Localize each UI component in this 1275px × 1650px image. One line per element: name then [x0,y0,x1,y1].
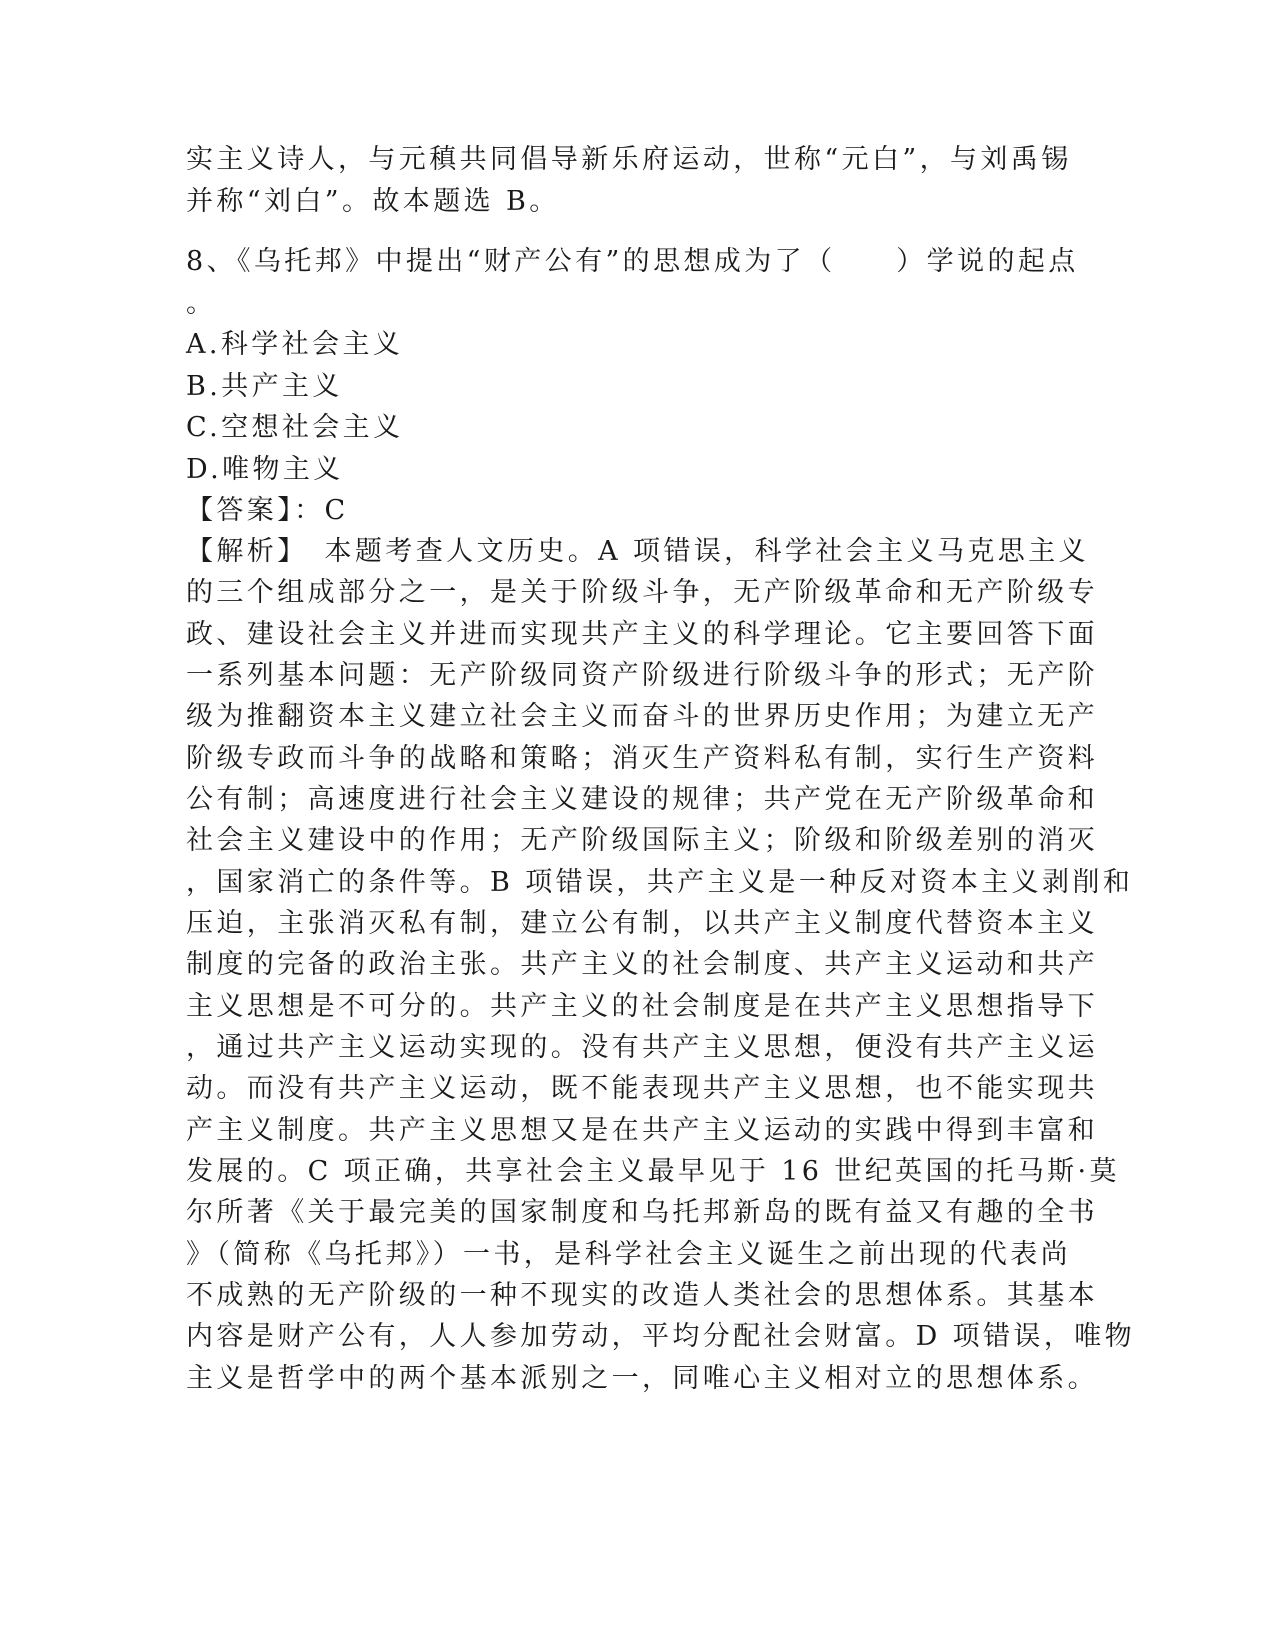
analysis-line: 产主义制度。共产主义思想又是在共产主义运动的实践中得到丰富和 [186,1115,1098,1146]
question-stem-continuation: 。 [186,288,217,319]
analysis-line: 主义是哲学中的两个基本派别之一，同唯心主义相对立的思想体系。 [186,1363,1098,1394]
option-d: D.唯物主义 [186,454,344,485]
prev-answer-line: 实主义诗人，与元稹共同倡导新乐府运动，世称“元白”，与刘禹锡 [186,144,1072,175]
prev-answer-line: 并称“刘白”。故本题选 B。 [186,186,560,217]
analysis-line: 压迫，主张消灭私有制，建立公有制，以共产主义制度代替资本主义 [186,908,1098,939]
analysis-line: 的三个组成部分之一，是关于阶级斗争，无产阶级革命和无产阶级专 [186,577,1098,608]
option-b: B.共产主义 [186,371,343,402]
analysis-line: 一系列基本问题：无产阶级同资产阶级进行阶级斗争的形式；无产阶 [186,660,1098,691]
analysis-line: 动。而没有共产主义运动，既不能表现共产主义思想，也不能实现共 [186,1073,1098,1104]
analysis-line: 社会主义建设中的作用；无产阶级国际主义；阶级和阶级差别的消灭 [186,825,1098,856]
analysis-line: 阶级专政而斗争的战略和策略；消灭生产资料私有制，实行生产资料 [186,743,1098,774]
analysis-line: 发展的。C 项正确，共享社会主义最早见于 16 世纪英国的托马斯·莫 [186,1156,1120,1187]
option-c: C.空想社会主义 [186,412,404,443]
analysis-line: 公有制；高速度进行社会主义建设的规律；共产党在无产阶级革命和 [186,784,1098,815]
analysis-line: 不成熟的无产阶级的一种不现实的改造人类社会的思想体系。其基本 [186,1280,1098,1311]
analysis-line: 主义思想是不可分的。共产主义的社会制度是在共产主义思想指导下 [186,991,1098,1022]
analysis-line: 级为推翻资本主义建立社会主义而奋斗的世界历史作用；为建立无产 [186,701,1098,732]
analysis-line: 【解析】 本题考查人文历史。A 项错误，科学社会主义马克思主义 [186,536,1089,567]
analysis-line: 内容是财产公有，人人参加劳动，平均分配社会财富。D 项错误，唯物 [186,1321,1136,1352]
option-a: A.科学社会主义 [186,329,404,360]
analysis-line: 政、建设社会主义并进而实现共产主义的科学理论。它主要回答下面 [186,619,1098,650]
analysis-line: 》（简称《乌托邦》）一书，是科学社会主义诞生之前出现的代表尚 [186,1239,1071,1270]
analysis-line: ，通过共产主义运动实现的。没有共产主义思想，便没有共产主义运 [186,1032,1098,1063]
analysis-line: 制度的完备的政治主张。共产主义的社会制度、共产主义运动和共产 [186,949,1098,980]
answer-line: 【答案】：C [186,495,349,526]
analysis-line: ，国家消亡的条件等。B 项错误，共产主义是一种反对资本主义剥削和 [186,867,1134,898]
analysis-line: 尔所著《关于最完美的国家制度和乌托邦新岛的既有益又有趣的全书 [186,1197,1098,1228]
question-stem: 8、《乌托邦》中提出“财产公有”的思想成为了（ ）学说的起点 [186,246,1079,277]
